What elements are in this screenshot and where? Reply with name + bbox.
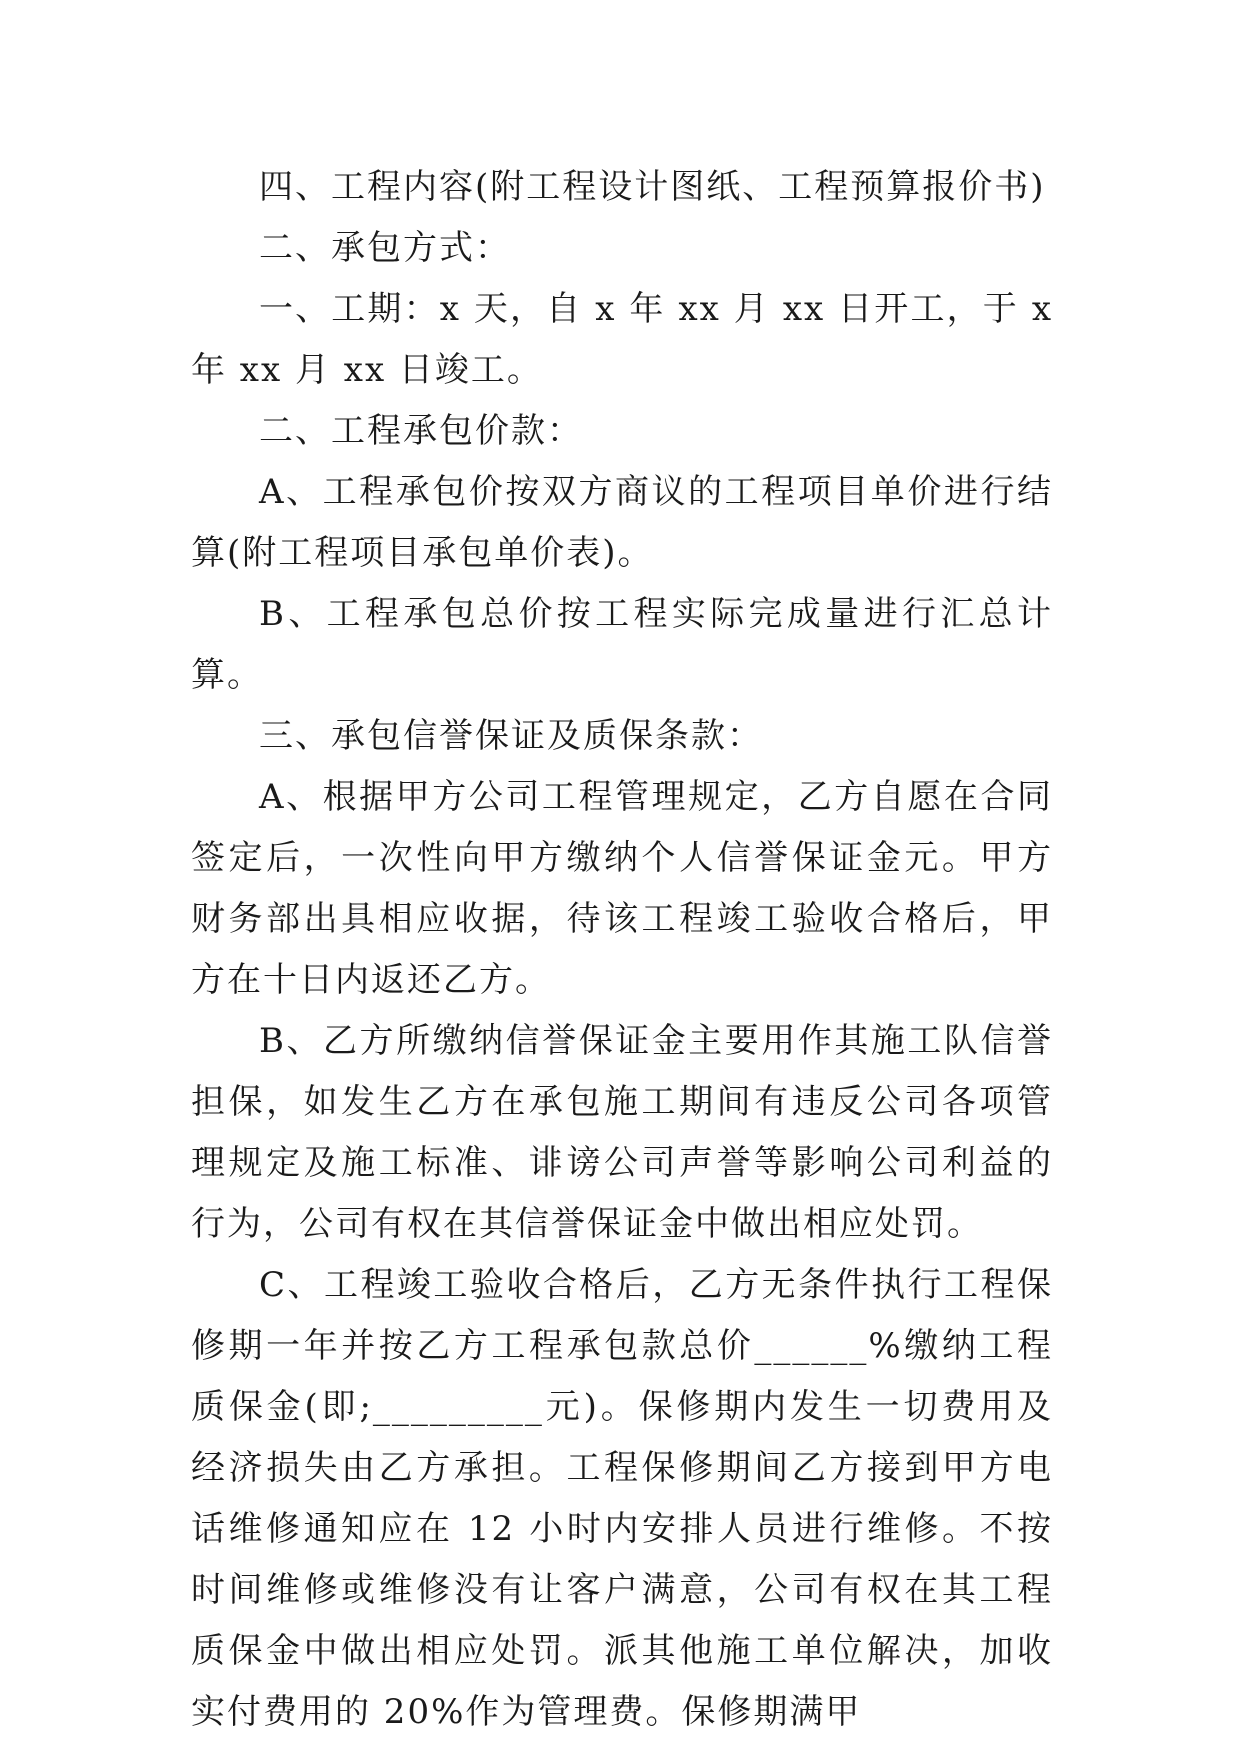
price-clause-a: A、工程承包价按双方商议的工程项目单价进行结算(附工程项目承包单价表)。 <box>191 472 1053 573</box>
contract-method-heading: 二、承包方式： <box>259 228 511 268</box>
guarantee-clause-a: A、根据甲方公司工程管理规定，乙方自愿在合同签定后，一次性向甲方缴纳个人信誉保证金元。甲方财务部出具相应收据，待该工程竣工验收合格后，甲方在十日内返还乙方。 <box>191 777 1053 1000</box>
warranty-clause-c: C、工程竣工验收合格后，乙方无条件执行工程保修期一年并按乙方工程承包款总价______%缴纳工程质保金(即;_________元)。保修期内发生一切费用及经济损失由乙方承担。工程保修期间乙方接到甲方电话维修通知应在 12 小时内安排人员进行维修。不按时间维修或维修没有让客户满意，公司有权在其工程质保金中做出相应处罚。派其他施工单位解决，加收实付费用的 20%作为管理费。保修期满甲 <box>191 1265 1053 1732</box>
price-clause-b: B、工程承包总价按工程实际完成量进行汇总计算。 <box>191 594 1053 695</box>
document-body <box>191 157 1053 1743</box>
construction-period-clause: 一、工期：x 天，自 x 年 xx 月 xx 日开工，于 x 年 xx 月 xx 日竣工。 <box>191 289 1053 390</box>
guarantee-heading: 三、承包信誉保证及质保条款： <box>259 716 763 756</box>
contract-price-heading: 二、工程承包价款： <box>259 411 583 451</box>
guarantee-clause-b: B、乙方所缴纳信誉保证金主要用作其施工队信誉担保，如发生乙方在承包施工期间有违反公司各项管理规定及施工标准、诽谤公司声誉等影响公司利益的行为，公司有权在其信誉保证金中做出相应处罚。 <box>191 1021 1053 1244</box>
section-four-heading: 四、工程内容(附工程设计图纸、工程预算报价书) <box>259 167 1046 207</box>
